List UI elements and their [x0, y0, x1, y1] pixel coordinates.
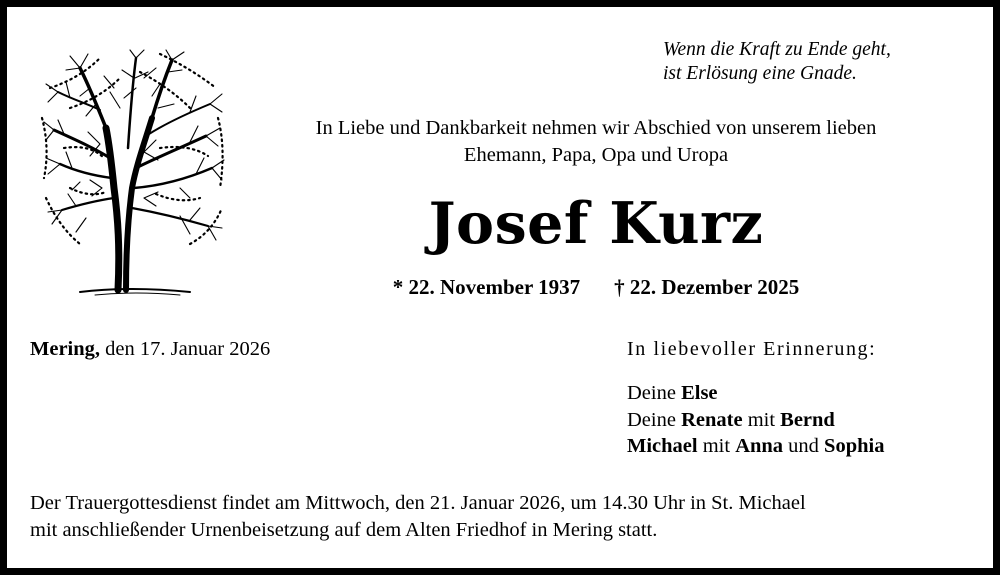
motto-line-2: ist Erlösung eine Gnade. [663, 63, 857, 84]
place-date [30, 336, 270, 363]
motto-line-1: Wenn die Kraft zu Ende geht, [663, 39, 891, 60]
family-list [627, 380, 884, 460]
tree-icon [40, 48, 226, 300]
place-name: Mering, [30, 338, 101, 360]
intro-text [236, 115, 956, 169]
death-date: † 22. Dezember 2025 [614, 275, 800, 299]
deceased-name: Josef Kurz [428, 190, 764, 257]
service-line-2: mit anschließender Urnenbeisetzung auf dem Alten Friedhof in Mering statt. [30, 519, 658, 541]
motto [663, 38, 973, 86]
intro-line-2: Ehemann, Papa, Opa und Uropa [463, 144, 729, 166]
family-line-3 [627, 433, 884, 460]
family-line-2 [627, 407, 884, 434]
family-prefix: Deine [627, 408, 676, 431]
family-joiner: mit [702, 435, 731, 457]
family-joiner: mit [747, 408, 776, 431]
family-member: Sophia [824, 435, 885, 457]
notice-date: den 17. Januar 2026 [105, 338, 271, 360]
service-line-1: Der Trauergottesdienst findet am Mittwoch, den 21. Januar 2026, um 14.30 Uhr in St. Michael [30, 492, 806, 514]
family-line-1 [627, 380, 884, 407]
life-dates [236, 273, 956, 301]
birth-date: * 22. November 1937 [392, 275, 581, 299]
family-member: Else [681, 382, 718, 404]
family-member: Anna [735, 435, 784, 457]
family-member: Bernd [780, 408, 835, 431]
memory-heading: In liebevoller Erinnerung: [627, 338, 877, 360]
service-info [30, 490, 980, 544]
family-member: Michael [627, 435, 698, 457]
intro-line-1: In Liebe und Dankbarkeit nehmen wir Abschied von unserem lieben [315, 117, 877, 139]
family-prefix: Deine [627, 382, 676, 404]
family-joiner: und [788, 435, 819, 457]
family-member: Renate [681, 408, 743, 431]
